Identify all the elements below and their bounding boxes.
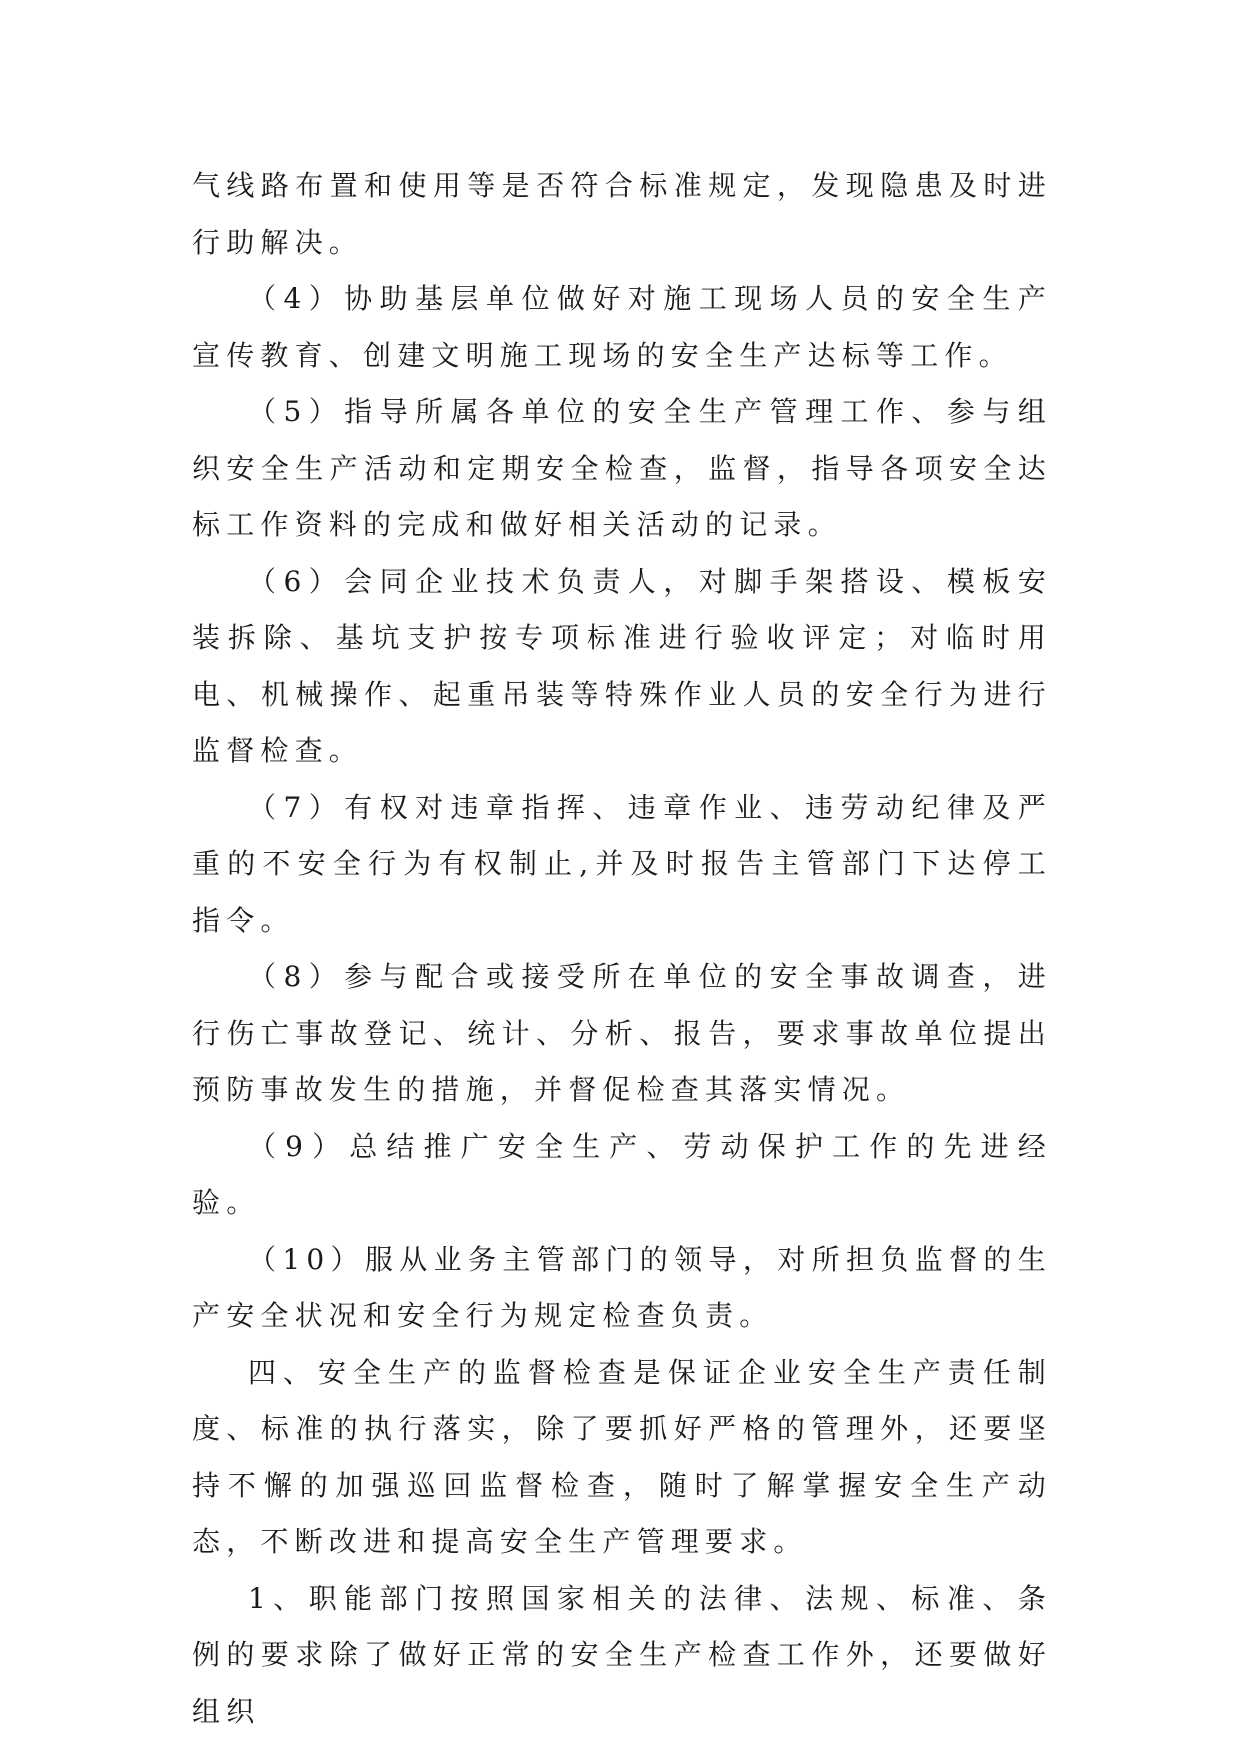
paragraph: 1、职能部门按照国家相关的法律、法规、标准、条例的要求除了做好正常的安全生产检查工作外，还要做好组织	[192, 1581, 1052, 1728]
paragraph: （5）指导所属各单位的安全生产管理工作、参与组织安全生产活动和定期安全检查，监督，指导各项安全达标工作资料的完成和做好相关活动的记录。	[192, 395, 1052, 541]
body-text	[192, 158, 1052, 1740]
paragraph: 四、安全生产的监督检查是保证企业安全生产责任制度、标准的执行落实，除了要抓好严格的管理外，还要坚持不懈的加强巡回监督检查，随时了解掌握安全生产动态，不断改进和提高安全生产管理要求。	[192, 1355, 1052, 1558]
paragraph: 气线路布置和使用等是否符合标准规定，发现隐患及时进行助解决。	[192, 169, 1052, 259]
paragraph: （4）协助基层单位做好对施工现场人员的安全生产宣传教育、创建文明施工现场的安全生产达标等工作。	[192, 282, 1052, 372]
paragraph: （10）服从业务主管部门的领导，对所担负监督的生产安全状况和安全行为规定检查负责。	[192, 1242, 1052, 1332]
paragraph: （6）会同企业技术负责人，对脚手架搭设、模板安装拆除、基坑支护按专项标准进行验收评定；对临时用电、机械操作、起重吊装等特殊作业人员的安全行为进行监督检查。	[192, 564, 1052, 767]
paragraph: （9）总结推广安全生产、劳动保护工作的先进经验。	[192, 1129, 1052, 1219]
paragraph: （7）有权对违章指挥、违章作业、违劳动纪律及严重的不安全行为有权制止,并及时报告主管部门下达停工指令。	[192, 790, 1052, 937]
paragraph: （8）参与配合或接受所在单位的安全事故调查，进行伤亡事故登记、统计、分析、报告，要求事故单位提出预防事故发生的措施，并督促检查其落实情况。	[192, 960, 1052, 1106]
